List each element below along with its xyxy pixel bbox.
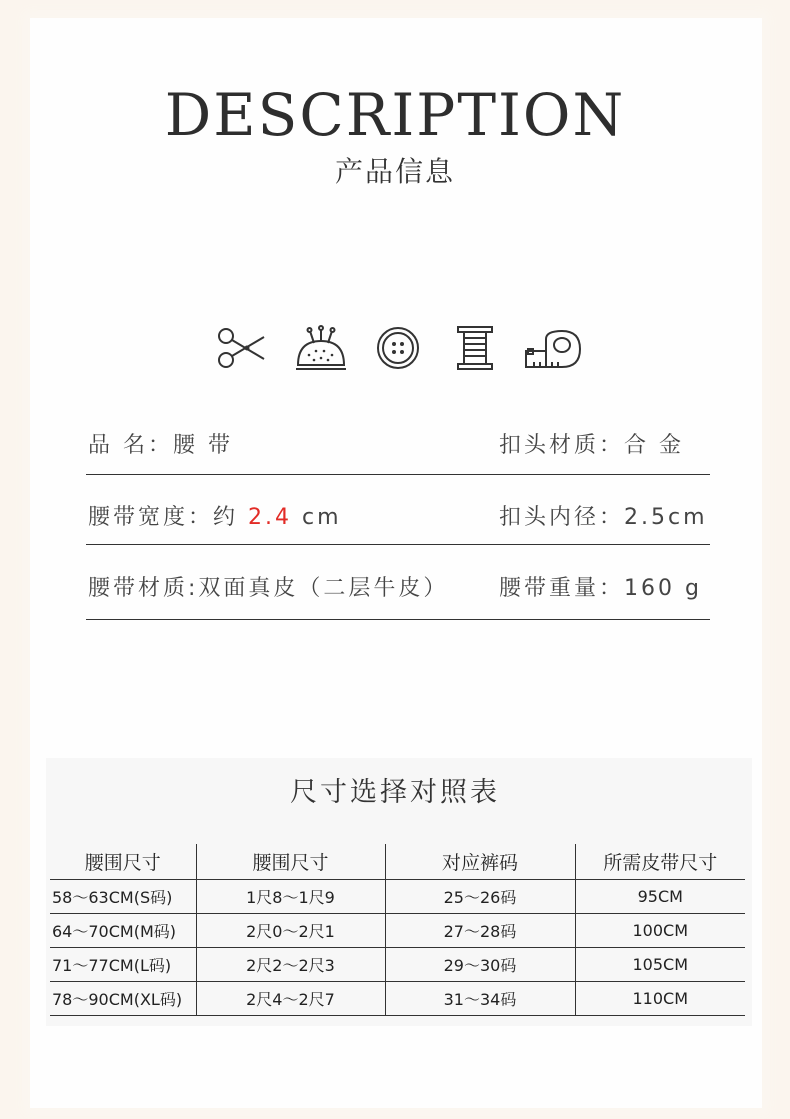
belt-weight: 腰带重量：160 g <box>499 576 702 601</box>
belt-material: 腰带材质:双面真皮（二层牛皮） <box>88 576 449 601</box>
belt-width-label: 腰带宽度：约 <box>88 505 248 530</box>
table-row <box>50 948 745 982</box>
page-subtitle: 产品信息 <box>334 155 455 188</box>
page-title: DESCRIPTION <box>164 81 626 149</box>
buckle-inner-diameter: 扣头内径：2.5cm <box>499 505 708 530</box>
table-cell: 100CM <box>575 914 745 948</box>
table-cell: 2尺4～2尺7 <box>196 982 385 1016</box>
table-cell: 58～63CM(S码) <box>50 880 196 914</box>
size-chart-title: 尺寸选择对照表 <box>290 777 500 808</box>
size-chart-table <box>50 844 745 1016</box>
table-row <box>50 982 745 1016</box>
table-cell: 29～30码 <box>385 948 575 982</box>
icon-row <box>0 325 790 375</box>
column-header: 对应裤码 <box>385 844 575 880</box>
belt-width-value: 2.4 <box>248 505 292 530</box>
tape-measure-icon <box>524 325 584 371</box>
column-header: 腰围尺寸 <box>196 844 385 880</box>
table-row <box>50 880 745 914</box>
belt-width <box>88 500 342 531</box>
table-cell: 27～28码 <box>385 914 575 948</box>
table-cell: 95CM <box>575 880 745 914</box>
table-row <box>50 914 745 948</box>
table-cell: 2尺2～2尺3 <box>196 948 385 982</box>
product-name: 品 名：腰 带 <box>88 433 233 458</box>
thread-spool-icon <box>455 325 495 371</box>
divider <box>86 474 710 475</box>
button-icon <box>376 325 420 371</box>
table-cell: 25～26码 <box>385 880 575 914</box>
table-cell: 78～90CM(XL码) <box>50 982 196 1016</box>
table-cell: 2尺0～2尺1 <box>196 914 385 948</box>
divider <box>86 544 710 545</box>
table-cell: 71～77CM(L码) <box>50 948 196 982</box>
divider <box>86 619 710 620</box>
table-cell: 1尺8～1尺9 <box>196 880 385 914</box>
column-header: 腰围尺寸 <box>50 844 196 880</box>
buckle-material: 扣头材质：合 金 <box>499 433 684 458</box>
table-cell: 31～34码 <box>385 982 575 1016</box>
table-cell: 64～70CM(M码) <box>50 914 196 948</box>
table-cell: 105CM <box>575 948 745 982</box>
table-header-row <box>50 844 745 880</box>
pincushion-icon <box>294 325 348 371</box>
table-cell: 110CM <box>575 982 745 1016</box>
belt-width-unit: cm <box>292 505 342 530</box>
column-header: 所需皮带尺寸 <box>575 844 745 880</box>
scissors-icon <box>216 325 268 371</box>
